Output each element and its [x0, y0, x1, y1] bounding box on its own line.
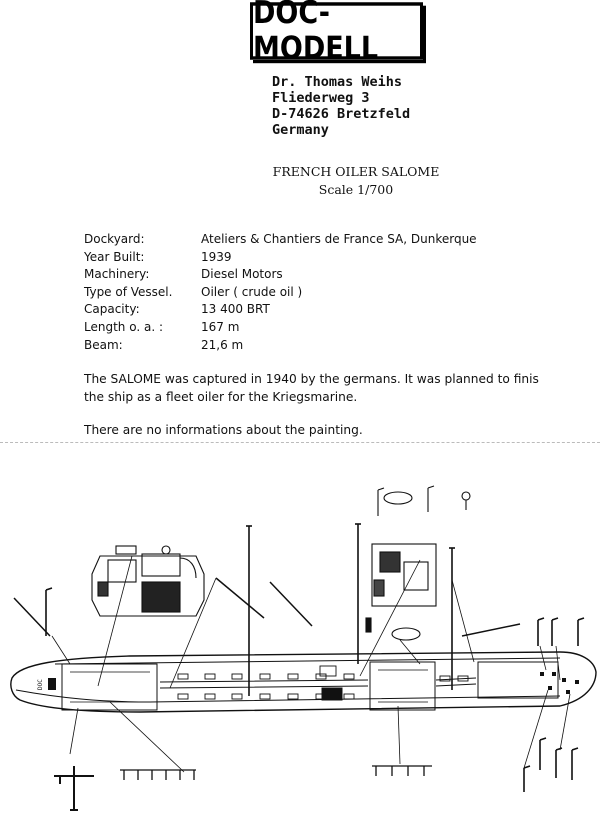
bow-fittings [48, 672, 579, 694]
aft-deckhouse [62, 664, 157, 710]
ventilators [46, 588, 584, 792]
painting-note: There are no informations about the painting. [84, 423, 363, 437]
history-line-2: the ship as a fleet oiler for the Kriegsmarine. [84, 390, 358, 404]
deck-edge-line [55, 658, 560, 664]
spec-row-dockyard [84, 232, 477, 250]
spec-value: 21,6 m [201, 337, 244, 352]
poop-superstructure-detail [92, 546, 204, 616]
spec-row-length [84, 320, 477, 338]
address-country: Germany [272, 122, 329, 138]
spec-label: Type of Vessel. [84, 284, 173, 299]
address-name: Dr. Thomas Weihs [272, 74, 403, 90]
spec-row-capacity [84, 302, 477, 320]
model-scale: Scale 1/700 [318, 182, 394, 197]
spec-value: Oiler ( crude oil ) [201, 284, 303, 299]
spec-label: Capacity: [84, 302, 140, 317]
pump-house [322, 688, 342, 700]
spec-value: Ateliers & Chantiers de France SA, Dunkerque [201, 232, 477, 246]
address-street: Fliederweg 3 [272, 90, 370, 106]
spec-label: Year Built: [84, 249, 145, 264]
address-city: D-74626 Bretzfeld [272, 106, 411, 122]
spec-label: Dockyard: [84, 232, 145, 246]
title-block [0, 163, 600, 199]
svg-text:DOC: DOC [37, 679, 44, 690]
spec-label: Machinery: [84, 267, 150, 282]
crane-post [54, 766, 94, 810]
ship-assembly-drawing [0, 450, 600, 829]
spec-value: Diesel Motors [201, 267, 283, 282]
spec-value: 1939 [201, 249, 232, 264]
railing-parts [120, 766, 432, 780]
history-line-1: The SALOME was captured in 1940 by the germans. It was planned to finis [84, 372, 539, 386]
spec-value: 167 m [201, 319, 240, 334]
fore-deckhouse [478, 662, 558, 698]
derrick-booms [14, 578, 520, 636]
midship-bridge-house [370, 662, 435, 710]
doc-modell-logo: DOC-MODELL [250, 2, 423, 60]
spec-table [84, 232, 477, 355]
spec-row-beam [84, 338, 477, 356]
spec-row-type [84, 285, 477, 303]
spec-label: Beam: [84, 337, 123, 352]
tank-deck-walkway [160, 678, 476, 688]
model-title: FRENCH OILER SALOME [272, 164, 440, 179]
section-divider [0, 442, 600, 443]
address-block [272, 74, 410, 138]
spec-row-year [84, 250, 477, 268]
history-paragraph [84, 370, 539, 406]
spec-label: Length o. a. : [84, 319, 163, 334]
spec-value: 13 400 BRT [201, 302, 270, 317]
spec-row-machinery [84, 267, 477, 285]
